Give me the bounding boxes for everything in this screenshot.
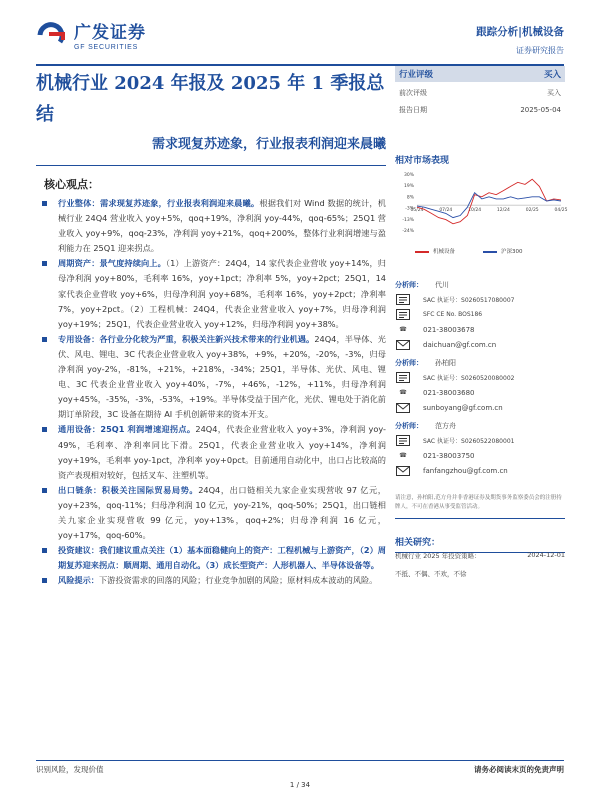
x-tick-label: 12/24 <box>496 208 510 214</box>
analyst-email[interactable]: daichuan@gf.com.cn <box>423 340 497 349</box>
analyst-card <box>395 419 565 478</box>
analyst-sac: SAC 执证号：S0260517080007 <box>423 297 515 304</box>
legend-a-swatch <box>415 251 429 253</box>
analyst-card <box>395 278 565 352</box>
y-tick-label: 8% <box>406 195 414 201</box>
analyst-phone: 021-38003680 <box>423 388 475 397</box>
bullet-lead: 风险提示： <box>58 575 99 586</box>
id-card-icon <box>395 294 411 306</box>
legend-a-label: 机械设备 <box>433 249 456 255</box>
x-tick-label: 04/25 <box>554 208 568 214</box>
logo-en-text: GF SECURITIES <box>74 44 139 51</box>
analyst-sac: SAC 执证号：S0260522080001 <box>423 438 515 445</box>
bullet-industry <box>36 196 386 256</box>
report-subtitle: 需求现复苏迹象，行业报表利润迎来晨曦 <box>151 137 386 152</box>
y-tick-label: 30% <box>403 173 414 178</box>
bullet-investment <box>36 543 386 573</box>
phone-icon: ☎ <box>399 326 407 333</box>
logo-cn-text: 广发证券 <box>74 23 146 43</box>
related-item-subtitle: 不抵、不偶、不欢，不徐 <box>395 570 467 578</box>
key-points-list <box>36 196 386 588</box>
prev-rating-value: 买入 <box>547 88 561 97</box>
analyst-phone: 021-38003678 <box>423 325 475 334</box>
series-line-a <box>417 179 561 224</box>
footer-divider <box>36 760 564 761</box>
analyst-disclaimer: 请注意，孙柏阳,范方舟并非香港证券及期货事务监察委员会的注册持牌人，不可在香港从事受监管活动。 <box>395 494 565 519</box>
legend-a <box>415 247 455 255</box>
rating-header <box>395 66 565 82</box>
id-card-icon <box>395 372 411 384</box>
bullet-text: 24Q4，半导体、光伏、风电、锂电、3C 代表企业营业收入 yoy+38%，+9%，+20%，-20%，-3%，归母净利润 yoy-2%，-81%，+21%，+218%，-34%；25Q1，半导体、光伏、风电、锂电、3C 代表企业营业收入 yoy+40%，-7%，+46%，-12%，+11%，归母净利润 yoy+45%，-35%，-3%，-53%，+19%。半导体受益于国产化，光伏、锂电处于消化前期订单阶段，3C 设备在期待 AI 手机创新带来的资本开支。 <box>58 333 386 420</box>
rating-label: 行业评级 <box>399 70 434 80</box>
bullet-text: 24Q4，代表企业营业收入 yoy+3%，净利润 yoy-49%，毛利率、净利率同比下滑。25Q1，代表企业营业收入 yoy+14%，净利润 yoy+19%，毛利率 yoy-1pct，净利率 yoy+0pct。目前通用自动化中，出口占比较高的资产表现相对较好，包括叉车、注塑机等。 <box>58 424 387 480</box>
y-tick-label: -3% <box>405 206 414 212</box>
bullet-lead: 专用设备：各行业分化较为严重，积极关注新兴技术带来的行业机遇。 <box>58 333 315 344</box>
x-tick-label: 07/24 <box>439 208 453 214</box>
related-item-title[interactable]: 机械行业 2025 年投资策略： <box>395 552 481 560</box>
prev-rating-row <box>395 84 565 101</box>
bullet-lead: 行业整体：需求现复苏迹象，行业报表利润迎来晨曦。 <box>58 198 260 208</box>
bullet-text: 24Q4，出口链相关九家企业实现营收 97 亿元，yoy+23%，qoq-11%；归母净利润 10 亿元，yoy-21%，qoq-50%；25Q1，出口链相关九家企业实现营收 99 亿元，yoy+13%，qoq+2%；归母净利润 16 亿元，yoy+17%，qoq-60%。 <box>58 484 386 541</box>
market-section-title <box>395 148 565 167</box>
analyst-label: 分析师： <box>395 422 423 430</box>
related-title-text: 相关研究： <box>395 538 441 548</box>
rating-details <box>395 84 565 118</box>
analyst-phone: 021-38003750 <box>423 451 475 460</box>
analyst-name: 代川 <box>435 281 449 289</box>
market-chart <box>395 168 568 248</box>
bullet-lead: 出口链条：积极关注国际贸易局势。 <box>58 484 199 495</box>
legend-b <box>483 247 523 255</box>
y-tick-label: -24% <box>402 229 414 234</box>
bullet-general <box>36 422 386 482</box>
header-right <box>476 24 564 56</box>
x-tick-label: 02/25 <box>525 208 539 214</box>
title-divider <box>36 165 386 166</box>
id-card-icon <box>395 435 411 447</box>
analysts-section <box>395 278 565 482</box>
email-icon <box>395 402 411 414</box>
report-category: 跟踪分析|机械设备 <box>476 26 564 38</box>
analyst-name: 孙柏阳 <box>435 359 456 367</box>
footer-slogan: 识别风险，发现价值 <box>36 765 104 774</box>
analyst-name: 范方舟 <box>435 422 456 430</box>
bullet-export <box>36 483 386 543</box>
x-tick-label: 10/24 <box>468 208 482 214</box>
id-card-icon <box>395 309 411 321</box>
legend-b-label: 沪深300 <box>501 249 523 255</box>
bullet-lead: 通用设备：25Q1 利润增速迎拐点。 <box>58 424 196 435</box>
email-icon <box>395 339 411 351</box>
analyst-label: 分析师： <box>395 359 423 367</box>
chart-legend <box>395 247 565 255</box>
bullet-text: 下游投资需求的回落的风险；行业竞争加剧的风险；原材料成本波动的风险。 <box>98 575 378 586</box>
analyst-email[interactable]: sunboyang@gf.com.cn <box>423 403 503 412</box>
report-date-row <box>395 101 565 118</box>
rating-value: 买入 <box>543 70 561 80</box>
x-tick-label: 05/24 <box>410 208 424 214</box>
analyst-sfc: SFC CE No. BOS186 <box>423 311 483 318</box>
analyst-sac: SAC 执证号：S0260520080002 <box>423 375 515 382</box>
footer-disclaimer: 请务必阅读末页的免责声明 <box>474 765 564 774</box>
analyst-card <box>395 356 565 415</box>
bullet-special <box>36 332 386 423</box>
bullet-cyclical <box>36 256 386 331</box>
y-tick-label: 19% <box>403 184 414 190</box>
brand-logo <box>36 18 146 51</box>
report-date-value: 2025-05-04 <box>520 105 561 114</box>
related-research-title <box>395 530 565 553</box>
analyst-email[interactable]: fanfangzhou@gf.com.cn <box>423 466 508 475</box>
bullet-risk <box>36 573 386 588</box>
bullet-text: （1）上游资产：24Q4，14 家代表企业营收 yoy+14%，归母净利润 yoy+80%，毛利率 16%，yoy+1pct；净利率 5%，yoy+2pct；25Q1，14 家代表企业营收 yoy+6%，归母净利润 yoy+68%，毛利率 16%，yoy+2pct；净利率 7%，yoy+2pct。（2）工程机械：24Q4，代表企业营业收入 yoy+7%，归母净利润 yoy+19%；25Q1，代表企业营业收入 yoy+12%，归母净利润 yoy+38%。 <box>58 258 386 329</box>
page-number: 1 / 34 <box>289 781 311 789</box>
report-date-label: 报告日期 <box>399 105 427 114</box>
market-title: 相对市场表现 <box>395 156 450 166</box>
phone-icon: ☎ <box>399 389 407 396</box>
prev-rating-label: 前次评级 <box>399 88 427 97</box>
email-icon <box>395 465 411 477</box>
key-points-heading: 核心观点： <box>44 178 99 191</box>
bullet-lead: 投资建议：我们建议重点关注（1）基本面稳健向上的资产：工程机械与上游资产，（2）周期复苏迎来拐点：顺周期、通用自动化。（3）成长型资产：人形机器人、半导体设备等。 <box>58 545 386 571</box>
report-type: 证券研究报告 <box>516 46 564 55</box>
legend-b-swatch <box>483 251 497 253</box>
bullet-text: 根据我们对 Wind 数据的统计，机械行业 24Q4 营业收入 yoy+5%，qoq+19%，净利润 yoy-44%，qoq-65%；25Q1 营业收入 yoy+9%，qoq-23%，净利润 yoy+21%，qoq+200%，整体行业利润增速与盈利能力在 25Q1 迎来拐点。 <box>58 198 386 254</box>
phone-icon: ☎ <box>399 452 407 459</box>
bullet-lead: 周期资产：景气度持续向上。 <box>58 258 166 269</box>
related-item[interactable] <box>395 551 565 560</box>
analyst-label: 分析师： <box>395 281 423 289</box>
y-tick-label: -13% <box>402 217 414 223</box>
report-title: 机械行业 2024 年报及 2025 年 1 季报总结 <box>36 73 385 125</box>
gf-logo-icon <box>36 20 70 50</box>
related-item-date: 2024-12-01 <box>527 551 565 559</box>
